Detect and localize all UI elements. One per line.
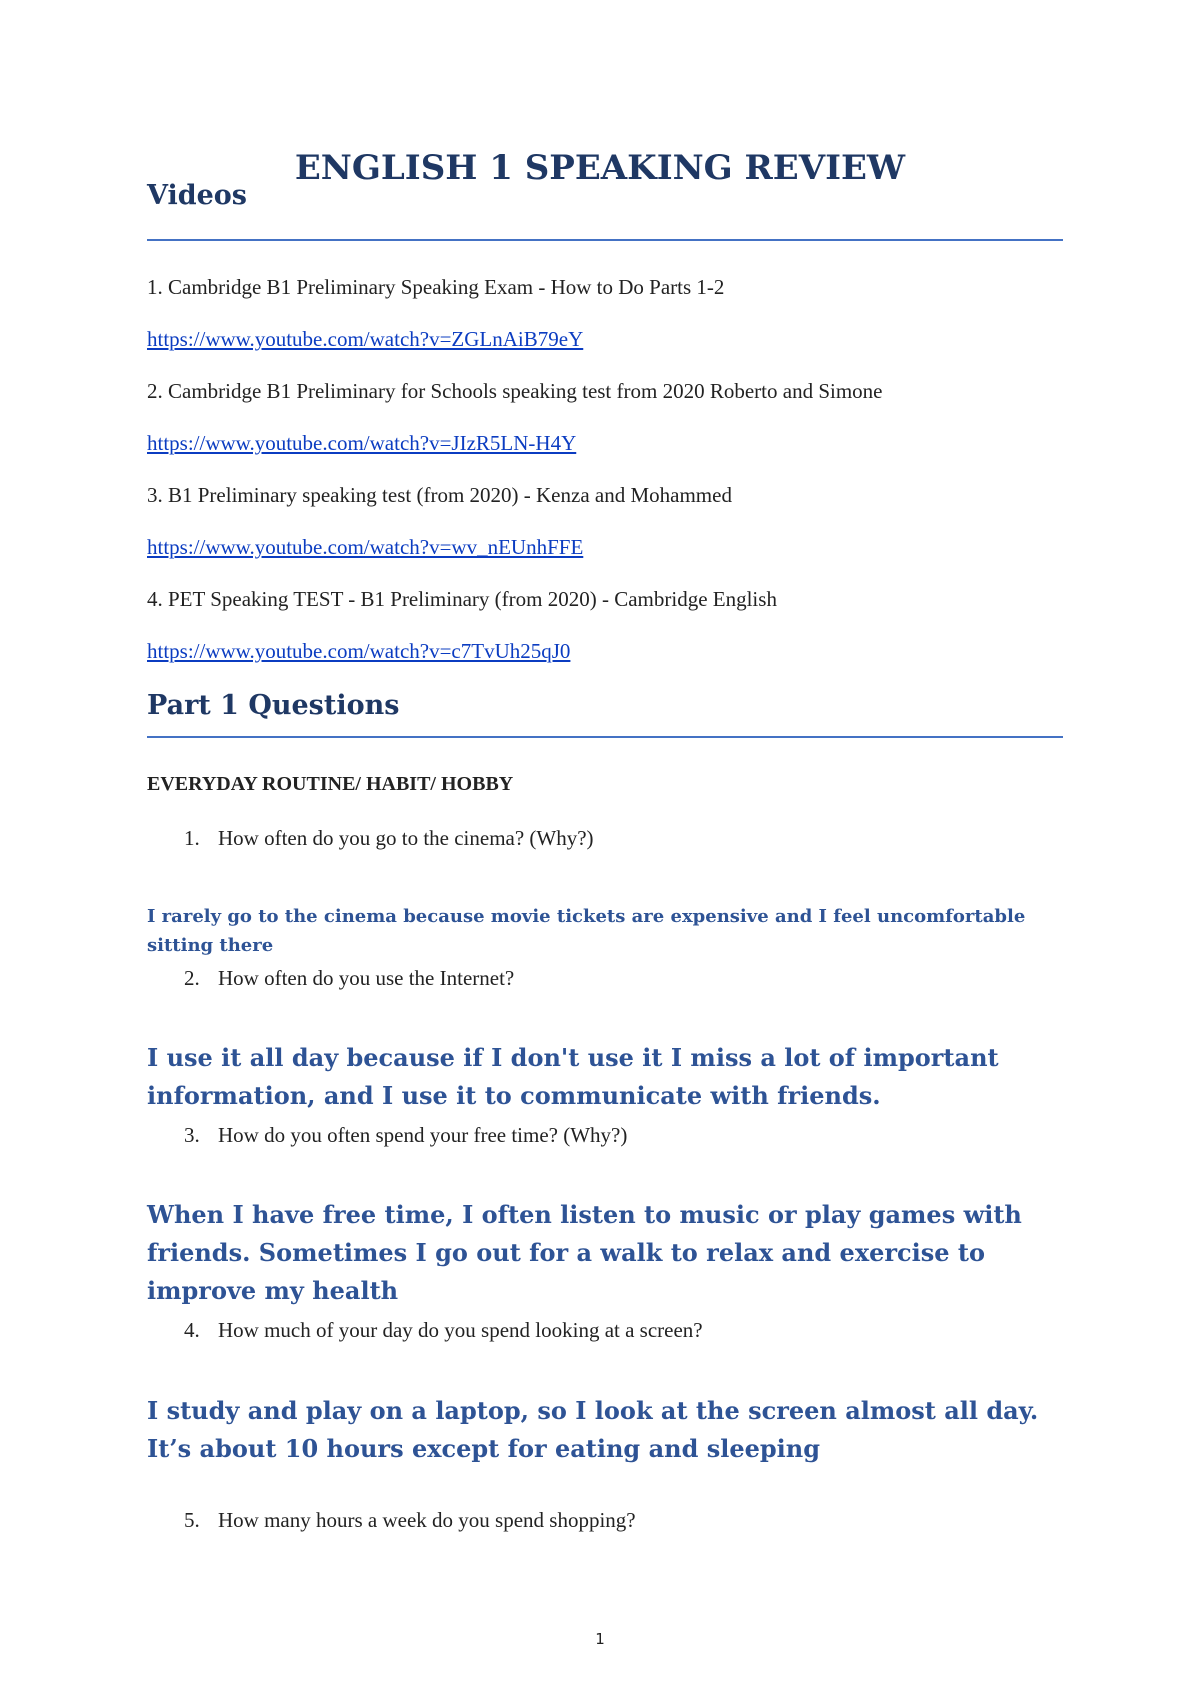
question-text: How many hours a week do you spend shopping? <box>218 1508 636 1532</box>
part1-heading: Part 1 Questions <box>147 690 400 721</box>
question-number: 3. <box>184 1123 200 1147</box>
question-2 <box>184 966 514 991</box>
video-item-4-label: 4. PET Speaking TEST - B1 Preliminary (from 2020) - Cambridge English <box>147 587 777 611</box>
videos-heading-rule <box>147 239 1063 241</box>
video-item-2-label: 2. Cambridge B1 Preliminary for Schools speaking test from 2020 Roberto and Simone <box>147 379 883 403</box>
question-number: 1. <box>184 826 200 850</box>
videos-heading: Videos <box>147 180 247 211</box>
answer-2: I use it all day because if I don't use it I miss a lot of important information, and I use it to communicate with friends. <box>147 1043 999 1110</box>
video-item-2-link[interactable]: https://www.youtube.com/watch?v=JIzR5LN-H4Y <box>147 431 577 455</box>
video-item-3-label: 3. B1 Preliminary speaking test (from 2020) - Kenza and Mohammed <box>147 483 732 507</box>
question-3 <box>184 1123 627 1148</box>
question-text: How often do you use the Internet? <box>218 966 515 990</box>
question-number: 4. <box>184 1318 200 1342</box>
answer-4: I study and play on a laptop, so I look at the screen almost all day. It’s about 10 hours except for eating and sleeping <box>147 1396 1039 1463</box>
question-text: How often do you go to the cinema? (Why?) <box>218 826 594 850</box>
question-text: How much of your day do you spend looking at a screen? <box>218 1318 703 1342</box>
answer-1: I rarely go to the cinema because movie tickets are expensive and I feel uncomfortable sitting there <box>147 906 1026 956</box>
video-item-1-label: 1. Cambridge B1 Preliminary Speaking Exam - How to Do Parts 1-2 <box>147 275 725 299</box>
topic-heading: EVERYDAY ROUTINE/ HABIT/ HOBBY <box>147 773 514 795</box>
document-title: ENGLISH 1 SPEAKING REVIEW <box>294 148 906 188</box>
part1-heading-rule <box>147 736 1063 738</box>
video-item-4-link[interactable]: https://www.youtube.com/watch?v=c7TvUh25qJ0 <box>147 639 571 663</box>
question-number: 5. <box>184 1508 200 1532</box>
answer-3: When I have free time, I often listen to music or play games with friends. Sometimes I go out for a walk to relax and exercise to improve my health <box>147 1200 1022 1305</box>
question-1 <box>184 826 594 851</box>
question-4 <box>184 1318 703 1343</box>
question-5 <box>184 1508 636 1533</box>
video-item-3-link[interactable]: https://www.youtube.com/watch?v=wv_nEUnhFFE <box>147 535 584 559</box>
question-text: How do you often spend your free time? (Why?) <box>218 1123 628 1147</box>
video-item-1-link[interactable]: https://www.youtube.com/watch?v=ZGLnAiB79eY <box>147 327 584 351</box>
page-number: 1 <box>595 1630 605 1648</box>
question-number: 2. <box>184 966 200 990</box>
